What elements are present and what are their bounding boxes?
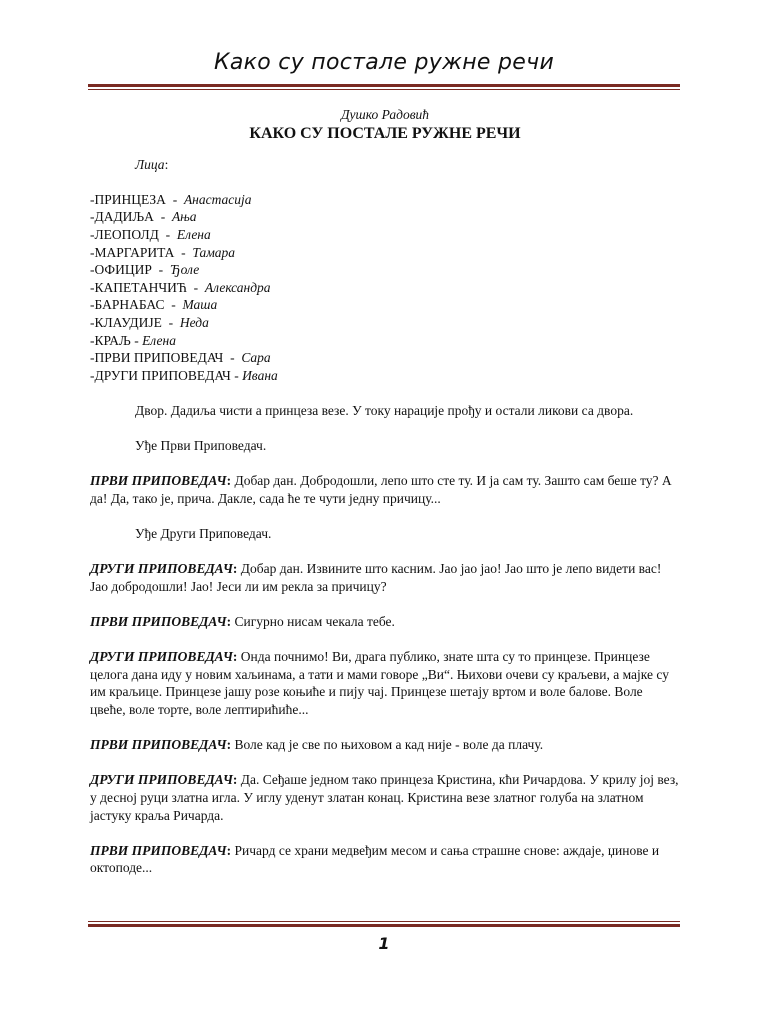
cast-item [90, 191, 680, 209]
sep: - [174, 244, 193, 260]
sep: - [164, 297, 183, 313]
actor: Маша [182, 297, 218, 313]
role: -ДАДИЉА [90, 209, 154, 225]
sep: - [158, 226, 177, 242]
actor: Анастасија [183, 191, 252, 207]
speaker: ДРУГИ ПРИПОВЕДАЧ [90, 772, 233, 788]
actor: Елена [176, 226, 211, 242]
speaker: ПРВИ ПРИПОВЕДАЧ [90, 842, 227, 858]
play-title: КАКО СУ ПОСТАЛЕ РУЖНЕ РЕЧИ [249, 124, 521, 142]
dialogue-line: ДРУГИ ПРИПОВЕДАЧ: Добар дан. Извините што касним. Јао јао јао! Јао што је лепо видети вас! Јао добродошли! Јао! Јеси ли им рекла за причицу? [90, 561, 662, 594]
cast-item [90, 332, 680, 350]
cast-item [90, 314, 680, 332]
dialogue-line: ПРВИ ПРИПОВЕДАЧ: Воле кад је све по њиховом а кад није - воле да плачу. [90, 737, 544, 753]
role: -КЛАУДИЈЕ [90, 314, 162, 330]
author: Душко Радовић [340, 107, 430, 122]
speaker: ПРВИ ПРИПОВЕДАЧ [90, 614, 227, 630]
actor: Ања [171, 209, 197, 225]
role: -КРАЉ [90, 332, 131, 348]
speaker: ДРУГИ ПРИПОВЕДАЧ [90, 649, 233, 665]
actor: Ђоле [169, 262, 200, 278]
cast-item [90, 279, 680, 297]
cast-item [90, 244, 680, 262]
dialogue-line: ДРУГИ ПРИПОВЕДАЧ: Да. Сеђаше једном тако принцеза Кристина, кћи Ричардова. У крилу јој вез, у десној руци златна игла. У иглу уденут златан конац. Кристина везе златног голуба на златном јастуку краља Ричарда. [90, 772, 679, 823]
role: -ПРВИ ПРИПОВЕДАЧ [90, 350, 224, 366]
speaker: ДРУГИ ПРИПОВЕДАЧ [90, 561, 233, 577]
sep: - [161, 314, 180, 330]
dialogue-line: ПРВИ ПРИПОВЕДАЧ: Добар дан. Добродошли, лепо што сте ту. И ја сам ту. Зашто сам беше ту? А да! Да, тако је, прича. Дакле, сада ће те чути једну причицу... [90, 473, 672, 506]
line-text: Онда почнимо! Ви, драга публико, знате шта су то принцезе. Принцезе целога дана иду у новим хаљинама, а тати и мами говоре „Ви“. Њихови очеви су краљеви, а мајке су им краљице. Принцезе јашу розе коњиће и пију чај. Принцезе шетају вртом и воле балове. Воле цвеће, воле торте, воле лептирићиће... [90, 649, 669, 717]
dialogue-line: ПРВИ ПРИПОВЕДАЧ: Сигурно нисам чекала тебе. [90, 614, 395, 630]
sep: - [153, 209, 172, 225]
actor: Неда [179, 314, 209, 330]
cast-item [90, 367, 680, 385]
sep: - [223, 350, 242, 366]
speaker: ПРВИ ПРИПОВЕДАЧ [90, 473, 227, 489]
header-divider [88, 84, 680, 90]
cast-item [90, 226, 680, 244]
stage-direction: Уђе Други Приповедач. [135, 526, 272, 542]
role: -БАРНАБАС [90, 297, 165, 313]
page-content [90, 106, 680, 877]
sep: - [230, 367, 243, 383]
cast-item [90, 296, 680, 314]
role: -МАРГАРИТА [90, 244, 175, 260]
cast-heading: Лица: [135, 156, 169, 172]
actor: Александра [204, 279, 271, 295]
sep: - [130, 332, 143, 348]
line-text: Добар дан. Добродошли, лепо што сте ту. И ја сам ту. Зашто сам беше ту? А да! Да, тако је, прича. Дакле, сада ће те чути једну причицу... [90, 473, 672, 506]
cast-item [90, 349, 680, 367]
running-title: Како су постале ружне речи [213, 50, 555, 75]
line-text: Ричард се храни медвеђим месом и сања страшне снове: аждаје, џинове и октоподе... [90, 842, 660, 876]
dialogue-line: ПРВИ ПРИПОВЕДАЧ: Ричард се храни медвеђим месом и сања страшне снове: аждаје, џинове и октоподе... [90, 842, 660, 876]
cast-item [90, 208, 680, 226]
role: -КАПЕТАНЧИЋ [90, 279, 187, 295]
cast-label: Лица [135, 156, 165, 172]
page-number: 1 [378, 934, 390, 953]
role: -ПРИНЦЕЗА [90, 191, 166, 207]
sep: - [151, 262, 170, 278]
line-text: Добар дан. Извините што касним. Јао јао јао! Јао што је лепо видети вас! Јао добродошли! Јао! Јеси ли им рекла за причицу? [90, 561, 662, 594]
cast-list [90, 191, 680, 385]
line-text: Да. Сеђаше једном тако принцеза Кристина, кћи Ричардова. У крилу јој вез, у десној руци златна игла. У иглу уденут златан конац. Кристина везе златног голуба на златном јастуку краља Ричарда. [90, 772, 679, 823]
actor: Тамара [192, 244, 236, 260]
sep: - [186, 279, 205, 295]
stage-direction: Уђе Први Приповедач. [135, 438, 267, 454]
role: -ОФИЦИР [90, 262, 152, 278]
line-text: Воле кад је све по њиховом а кад није - воле да плачу. [234, 737, 544, 753]
dialogue-line: ДРУГИ ПРИПОВЕДАЧ: Онда почнимо! Ви, драга публико, знате шта су то принцезе. Принцезе целога дана иду у новим хаљинама, а тати и мами говоре „Ви“. Њихови очеви су краљеви, а мајке су им краљице. Принцезе јашу розе коњиће и пију чај. Принцезе шетају вртом и воле балове. Воле цвеће, воле торте, воле лептирићиће... [90, 649, 669, 717]
sep: - [165, 191, 184, 207]
role: -ЛЕОПОЛД [90, 226, 159, 242]
stage-direction: Двор. Дадиља чисти а принцеза везе. У току нарације прођу и остали ликови са двора. [135, 402, 634, 418]
actor: Ивана [242, 367, 278, 383]
actor: Елена [142, 332, 176, 348]
role: -ДРУГИ ПРИПОВЕДАЧ [90, 367, 231, 383]
line-text: Сигурно нисам чекала тебе. [234, 614, 395, 630]
cast-item [90, 261, 680, 279]
speaker: ПРВИ ПРИПОВЕДАЧ [90, 737, 227, 753]
actor: Сара [241, 350, 271, 366]
footer-divider [88, 921, 680, 927]
